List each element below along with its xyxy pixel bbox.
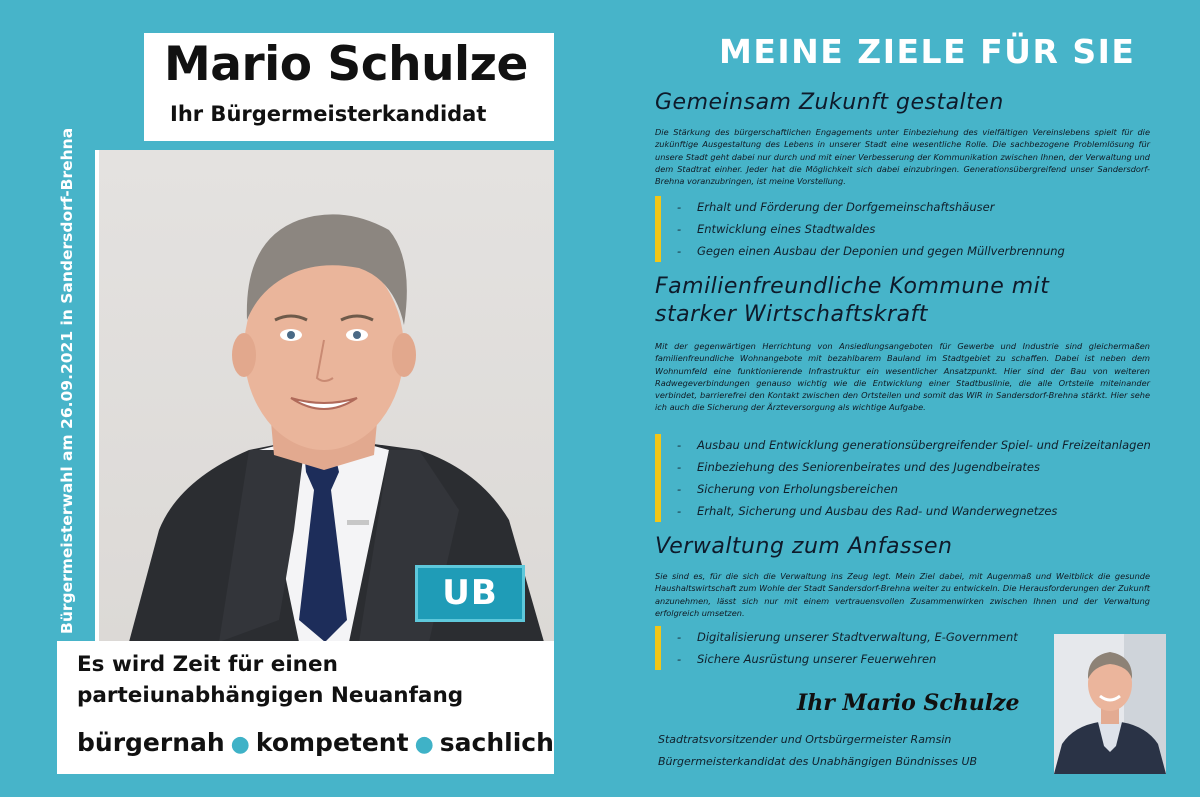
thumbnail-illustration: [1054, 634, 1166, 774]
list-item: - Sicherung von Erholungsbereichen: [661, 478, 1141, 500]
value-3: sachlich: [439, 728, 554, 757]
slogan: [77, 649, 463, 711]
list-item: - Erhalt und Förderung der Dorfgemeinschaftshäuser: [661, 196, 1141, 218]
section-text-1: Die Stärkung des bürgerschaftlichen Engagements unter Einbeziehung des vielfältigen Vereinslebens spielt für die zukünftige Ausgestaltung des Lebens in unserer Stadt eine wesentliche Rolle. Die sachbezogene Problemlösung für unsere Stadt geht dabei nur durch und mit einer Verbesserung der Kommunikation zwischen Ihnen, der Verwaltung und dem Stadtrat einher. Jeder hat die Möglichkeit sich dabei einzubringen. Generationsübergreifend unser Sandersdorf-Brehna voranzubringen, ist meine Vorstellung.: [655, 127, 1150, 187]
ub-logo-badge: UB: [415, 565, 525, 622]
section-text-3: Sie sind es, für die sich die Verwaltung ins Zeug legt. Mein Ziel dabei, mit Augenmaß und Weitblick die gesunde Haushaltswirtschaft zum Wohle der Stadt Sandersdorf-Brehna weiter zu entwickeln. Die Herausforderungen der Zukunft anzunehmen, lässt sich nur mit einem vertrauensvollen Zusammenwirken zwischen Ihnen und der Verwaltung erfolgreich umsetzen.: [655, 571, 1150, 618]
list-item: - Entwicklung eines Stadtwaldes: [661, 218, 1141, 240]
list-item: - Sichere Ausrüstung unserer Feuerwehren: [661, 648, 1041, 670]
thumbnail-photo: [1054, 634, 1166, 774]
list-item: - Einbeziehung des Seniorenbeirates und des Jugendbeirates: [661, 456, 1141, 478]
value-1: bürgernah: [77, 728, 225, 757]
section-heading-3: Verwaltung zum Anfassen: [655, 534, 953, 559]
candidate-subtitle: Ihr Bürgermeisterkandidat: [170, 102, 487, 126]
dot-separator-icon: ●: [230, 732, 250, 757]
bullet-list-3: [655, 626, 1041, 670]
bullet-list-2: [655, 434, 1151, 522]
section-heading-2a: Familienfreundliche Kommune mit: [655, 274, 1050, 299]
dot-separator-icon: ●: [414, 732, 434, 757]
list-item: - Erhalt, Sicherung und Ausbau des Rad- und Wanderwegnetzes: [661, 500, 1141, 522]
value-2: kompetent: [255, 728, 409, 757]
signature: Ihr Mario Schulze: [797, 690, 1020, 716]
section-heading-1: Gemeinsam Zukunft gestalten: [655, 90, 1004, 115]
name-box: [144, 33, 554, 141]
goals-title: MEINE ZIELE FÜR SIE: [719, 32, 1136, 71]
list-item: - Ausbau und Entwicklung generationsübergreifender Spiel- und Freizeitanlagen: [661, 434, 1141, 456]
slogan-line-2: parteiunabhängigen Neuanfang: [77, 683, 464, 708]
bullet-list-1: [655, 196, 1141, 262]
section-heading-2b: starker Wirtschaftskraft: [655, 302, 928, 327]
section-text-2: Mit der gegenwärtigen Herrichtung von Ansiedlungsangeboten für Gewerbe und Industrie sind gleichermaßen familienfreundliche Wohnangebote mit bezahlbarem Bauland im Stadtgebiet zu schaffen. Dabei ist neben dem Wohnumfeld eine funktionierende Infrastruktur ein wesentlicher Ansatzpunkt. Hier sind der Bau von weiteren Radwegeverbindungen genauso wichtig wie die Entwicklung einer Stadtbuslinie, die alle Ortsteile miteinander verbindet, barrierefrei den Kontakt zwischen den Ortsteilen und somit das WIR in Sandersdorf-Brehna stärkt. Hier sehe ich auch die Sicherung der Ärzteversorgung als wichtige Aufgabe.: [655, 341, 1150, 413]
election-date-vertical: Bürgermeisterwahl am 26.09.2021 in Sandersdorf-Brehna: [58, 127, 76, 634]
values-line: [77, 728, 554, 757]
footnote-line-1: Stadtratsvorsitzender und Ortsbürgermeister Ramsin: [658, 733, 952, 746]
list-item: - Digitalisierung unserer Stadtverwaltung, E-Government: [661, 626, 1041, 648]
slogan-line-1: Es wird Zeit für einen: [77, 652, 338, 677]
candidate-name: Mario Schulze: [164, 37, 528, 92]
slogan-box: [57, 641, 554, 774]
list-item: - Gegen einen Ausbau der Deponien und gegen Müllverbrennung: [661, 240, 1141, 262]
footnote-line-2: Bürgermeisterkandidat des Unabhängigen Bündnisses UB: [658, 755, 978, 768]
